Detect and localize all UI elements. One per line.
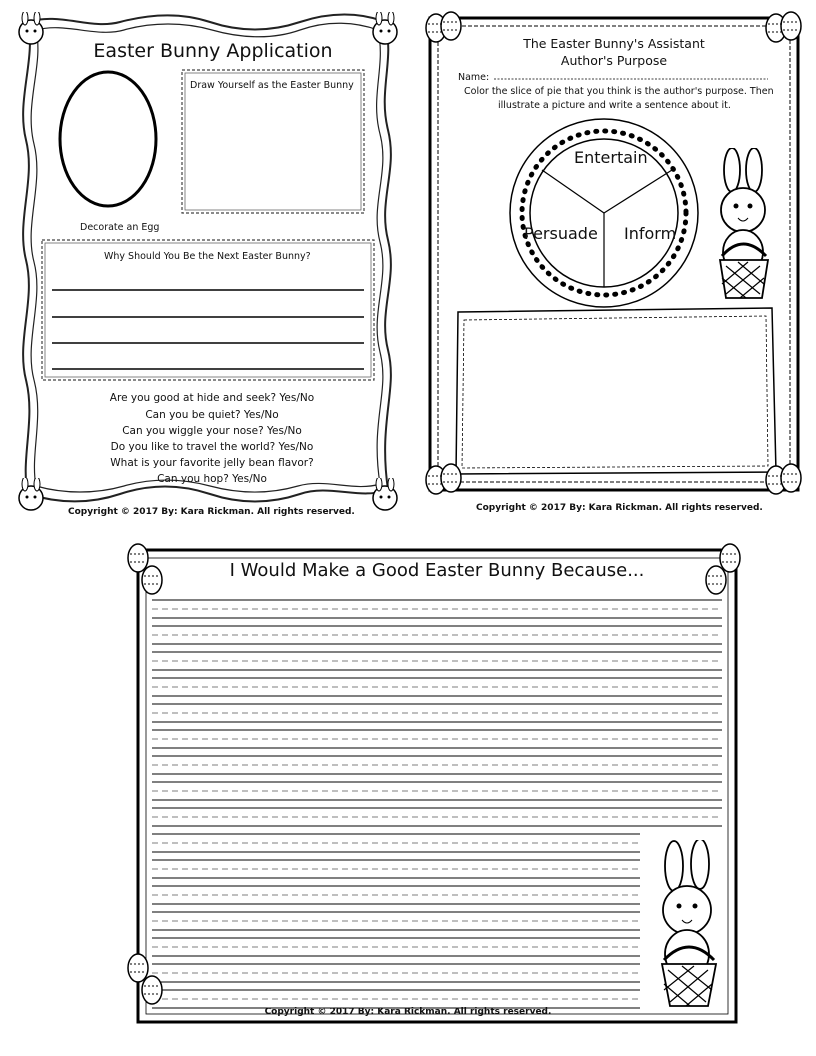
application-copyright: Copyright © 2017 By: Kara Rickman. All rights reserved.: [68, 507, 355, 517]
decorate-egg-shape: [60, 72, 156, 206]
pie-slice-inform[interactable]: Inform: [624, 224, 677, 243]
easter-egg-icon: [422, 460, 464, 500]
bunny-face-icon: [368, 478, 402, 512]
decorate-egg-label: Decorate an Egg: [80, 222, 160, 233]
instructions-line-1: Color the slice of pie that you think is the author's purpose. Then: [464, 86, 774, 97]
why-label: Why Should You Be the Next Easter Bunny?: [104, 251, 311, 262]
pie-slice-entertain[interactable]: Entertain: [574, 148, 648, 167]
easter-egg-icon: [762, 460, 804, 500]
bunny-face-icon: [14, 12, 48, 46]
name-label: Name:: [458, 72, 490, 83]
question-6: Can you hop? Yes/No: [157, 473, 267, 485]
authors-purpose-panel: [412, 0, 816, 520]
easter-egg-icon: [762, 8, 804, 48]
bunny-icon: [640, 840, 740, 1016]
easter-egg-icon: [124, 540, 170, 600]
authors-purpose-title: Author's Purpose: [560, 53, 668, 68]
draw-yourself-label: Draw Yourself as the Easter Bunny: [190, 80, 354, 91]
bunny-face-icon: [14, 478, 48, 512]
easter-egg-icon: [422, 8, 464, 48]
bunny-icon: [702, 148, 792, 312]
easter-egg-icon: [124, 950, 170, 1010]
assistant-copyright: Copyright © 2017 By: Kara Rickman. All rights reserved.: [476, 503, 763, 513]
question-5: What is your favorite jelly bean flavor?: [110, 457, 314, 469]
writing-title: I Would Make a Good Easter Bunny Because...: [229, 560, 645, 581]
application-panel: [0, 0, 410, 520]
question-4: Do you like to travel the world? Yes/No: [110, 441, 314, 453]
question-1: Are you good at hide and seek? Yes/No: [109, 392, 315, 404]
question-3: Can you wiggle your nose? Yes/No: [122, 425, 302, 437]
application-title: Easter Bunny Application: [93, 40, 333, 62]
assistant-title: The Easter Bunny's Assistant: [523, 36, 705, 51]
pie-slice-persuade[interactable]: Persuade: [524, 224, 598, 243]
writing-panel: [0, 530, 816, 1056]
instructions-line-2: illustrate a picture and write a sentence about it.: [498, 100, 731, 111]
writing-copyright: Copyright © 2017 By: Kara Rickman. All rights reserved.: [264, 1007, 552, 1017]
question-2: Can you be quiet? Yes/No: [145, 409, 279, 421]
bunny-face-icon: [368, 12, 402, 46]
easter-egg-icon: [700, 540, 746, 600]
